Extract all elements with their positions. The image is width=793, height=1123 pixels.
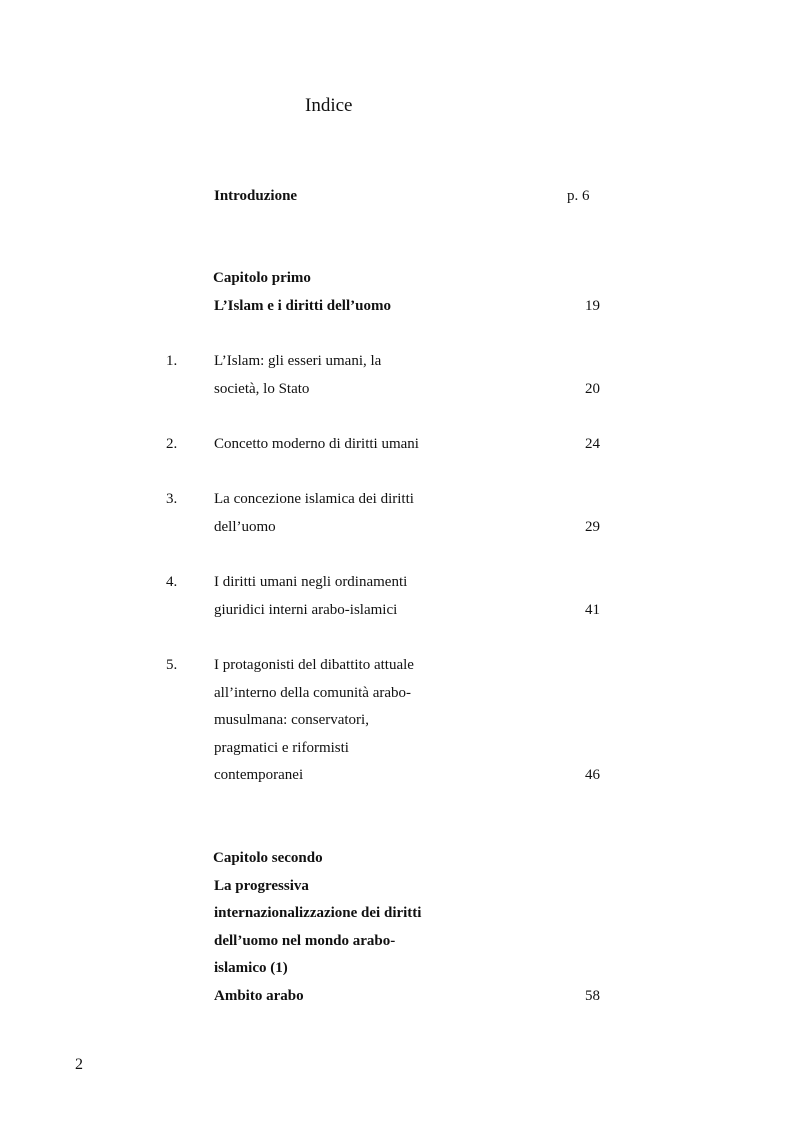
toc-entry-page: 46 <box>585 767 600 783</box>
section-number: 4. <box>166 574 178 590</box>
section-title-line: all’interno della comunità arabo- <box>214 685 411 701</box>
chapter-heading: Capitolo primo <box>213 270 311 286</box>
toc-entry-page: 20 <box>585 381 600 397</box>
section-title-line: I protagonisti del dibattito attuale <box>214 657 414 673</box>
section-title-line: pragmatici e riformisti <box>214 740 349 756</box>
section-number: 1. <box>166 353 178 369</box>
toc-entry-label: Introduzione <box>214 188 298 204</box>
toc-entry-page: 41 <box>585 602 600 618</box>
page-number: 2 <box>75 1056 83 1073</box>
toc-entry-page: 24 <box>585 436 600 452</box>
page-title: Indice <box>305 95 353 116</box>
section-title-line: Concetto moderno di diritti umani <box>214 436 419 452</box>
chapter-title-line: La progressiva <box>214 878 309 894</box>
chapter-title-line: Ambito arabo <box>214 988 304 1004</box>
chapter-title-line: islamico (1) <box>214 960 288 976</box>
section-number: 2. <box>166 436 178 452</box>
chapter-title: L’Islam e i diritti dell’uomo <box>214 298 391 314</box>
section-title-line: società, lo Stato <box>214 381 310 397</box>
chapter-title-line: dell’uomo nel mondo arabo- <box>214 933 396 949</box>
section-title-line: La concezione islamica dei diritti <box>214 491 414 507</box>
section-title-line: musulmana: conservatori, <box>214 712 369 728</box>
section-title-line: L’Islam: gli esseri umani, la <box>214 353 382 369</box>
toc-entry-page: 29 <box>585 519 600 535</box>
toc-entry-page: 58 <box>585 988 600 1004</box>
chapter-title-line: internazionalizzazione dei diritti <box>214 905 422 921</box>
toc-entry-page: p. 6 <box>567 188 590 204</box>
chapter-heading: Capitolo secondo <box>213 850 323 866</box>
section-number: 5. <box>166 657 178 673</box>
section-title-line: dell’uomo <box>214 519 276 535</box>
toc-entry-page: 19 <box>585 298 600 314</box>
section-title-line: I diritti umani negli ordinamenti <box>214 574 408 590</box>
section-title-line: giuridici interni arabo-islamici <box>214 602 398 618</box>
section-number: 3. <box>166 491 178 507</box>
section-title-line: contemporanei <box>214 767 304 783</box>
